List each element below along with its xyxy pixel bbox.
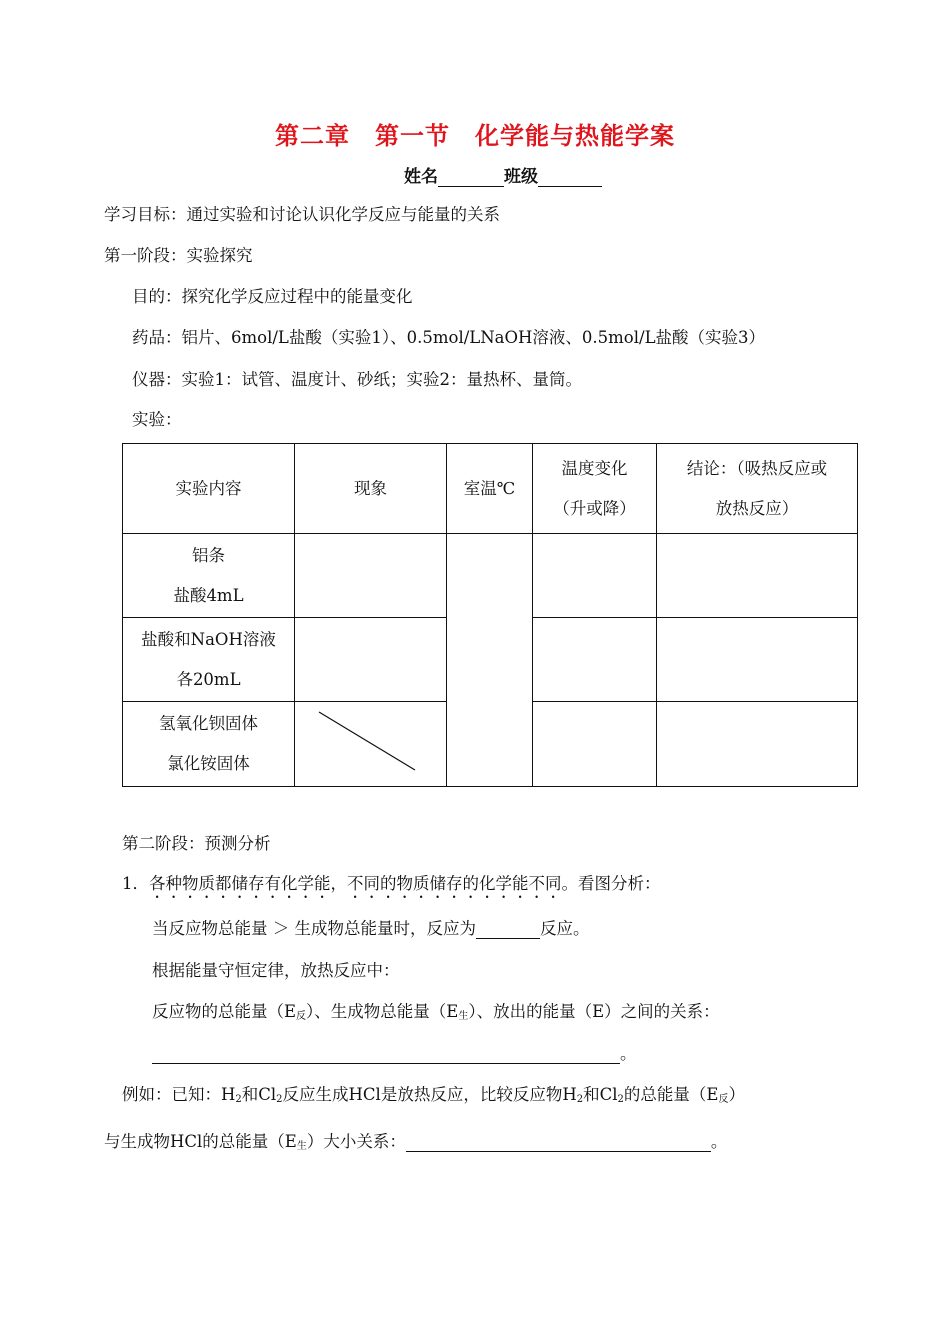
phenomenon-cell-struck — [295, 702, 447, 787]
relation-answer-line — [152, 1040, 637, 1064]
row-content-line2: 各20mL — [176, 669, 241, 689]
reaction-type-blank[interactable] — [476, 920, 540, 939]
row-content-line2: 盐酸4mL — [173, 585, 244, 605]
subscript: 2 — [576, 1094, 584, 1105]
question-one-b: 根据能量守恒定律，放热反应中： — [152, 961, 400, 980]
subscript: 生 — [458, 1011, 469, 1022]
table-header-row — [123, 444, 858, 534]
ex-part1: 例如：已知：H — [122, 1085, 236, 1104]
row-content — [123, 702, 295, 787]
example-line — [122, 1081, 745, 1105]
q1c-part2: ）、生成物总能量（E — [306, 1002, 459, 1021]
conclusion-cell[interactable] — [657, 534, 858, 618]
question-tail: 看图分析： — [578, 874, 661, 893]
header-temp-change-line1: 温度变化 — [561, 458, 628, 478]
header-conclusion — [657, 444, 858, 534]
q1a-text: 当反应物总能量 ＞ 生成物总能量时，反应为 — [152, 919, 476, 938]
question-number: 1． — [122, 874, 149, 893]
row-content-line1: 盐酸和NaOH溶液 — [141, 629, 276, 649]
comparison-blank[interactable] — [406, 1133, 711, 1152]
q1a-tail: 反应。 — [540, 919, 590, 938]
temp-change-cell[interactable] — [533, 702, 657, 787]
row-content-line1: 氢氧化钡固体 — [159, 714, 258, 733]
subscript: 反 — [718, 1094, 729, 1105]
ex-part2: 和Cl — [241, 1085, 277, 1104]
stage-two-heading: 第二阶段：预测分析 — [122, 834, 271, 853]
conclusion-cell[interactable] — [657, 702, 858, 787]
diagonal-strike-line — [295, 702, 447, 786]
header-conclusion-line1: 结论：（吸热反应或 — [686, 458, 828, 478]
q1c-part1: 反应物的总能量（E — [152, 1002, 297, 1021]
name-blank[interactable] — [438, 168, 504, 187]
name-label: 姓名 — [404, 167, 438, 187]
header-room-temp: 室温℃ — [447, 444, 533, 534]
row-content — [123, 618, 295, 702]
header-temp-change-line2: （升或降） — [553, 498, 636, 518]
temp-change-cell[interactable] — [533, 618, 657, 702]
instruments-line: 仪器：实验1：试管、温度计、砂纸；实验2：量热杯、量筒。 — [132, 370, 582, 389]
subscript: 2 — [617, 1094, 624, 1105]
room-temp-cell[interactable] — [447, 534, 533, 787]
emphasized-text: 各种物质都储存有化学能，不同的物质储存的化学能不同。 — [149, 874, 578, 893]
table-row — [123, 534, 858, 618]
ex-part6: ） — [728, 1085, 745, 1104]
example-line-2 — [104, 1128, 727, 1152]
subscript: 2 — [276, 1094, 283, 1105]
question-one-a — [152, 915, 590, 939]
class-blank[interactable] — [538, 168, 602, 187]
experiment-table — [122, 443, 858, 787]
row-content-line1: 铝条 — [192, 545, 225, 565]
question-one-c — [152, 998, 720, 1022]
reagents-line: 药品：铝片、6mol/L盐酸（实验1）、0.5mol/LNaOH溶液、0.5mol/L盐酸（实验3） — [132, 328, 766, 347]
phenomenon-cell[interactable] — [295, 534, 447, 618]
period: 。 — [710, 1132, 728, 1151]
header-conclusion-line2: 放热反应） — [715, 498, 799, 518]
learning-objective: 学习目标：通过实验和讨论认识化学反应与能量的关系 — [104, 205, 500, 224]
purpose-line: 目的：探究化学反应过程中的能量变化 — [132, 287, 413, 306]
q1c-part3: ）、放出的能量（E）之间的关系： — [468, 1002, 720, 1021]
name-class-line — [404, 162, 602, 187]
ex2-part1: 与生成物HCl的总能量（E — [104, 1132, 297, 1151]
temp-change-cell[interactable] — [533, 534, 657, 618]
subscript: 2 — [235, 1094, 242, 1105]
header-temp-change — [533, 444, 657, 534]
row-content — [123, 534, 295, 618]
ex-part3: 反应生成HCl是放热反应，比较反应物H — [282, 1085, 577, 1104]
phenomenon-cell[interactable] — [295, 618, 447, 702]
subscript: 生 — [296, 1141, 307, 1152]
conclusion-cell[interactable] — [657, 618, 858, 702]
subscript: 反 — [296, 1011, 307, 1022]
ex2-part2: ）大小关系： — [306, 1132, 406, 1151]
header-phenomenon: 现象 — [295, 444, 447, 534]
ex-part4: 和Cl — [583, 1085, 618, 1104]
class-label: 班级 — [504, 167, 538, 187]
period: 。 — [620, 1044, 637, 1063]
relation-blank[interactable] — [152, 1045, 620, 1064]
stage-one-heading: 第一阶段：实验探究 — [104, 246, 253, 265]
header-content: 实验内容 — [123, 444, 295, 534]
experiment-label: 实验： — [132, 410, 182, 429]
question-one — [122, 870, 661, 902]
ex-part5: 的总能量（E — [623, 1085, 719, 1104]
page-title: 第二章 第一节 化学能与热能学案 — [275, 122, 675, 150]
row-content-line2: 氯化铵固体 — [167, 754, 250, 773]
